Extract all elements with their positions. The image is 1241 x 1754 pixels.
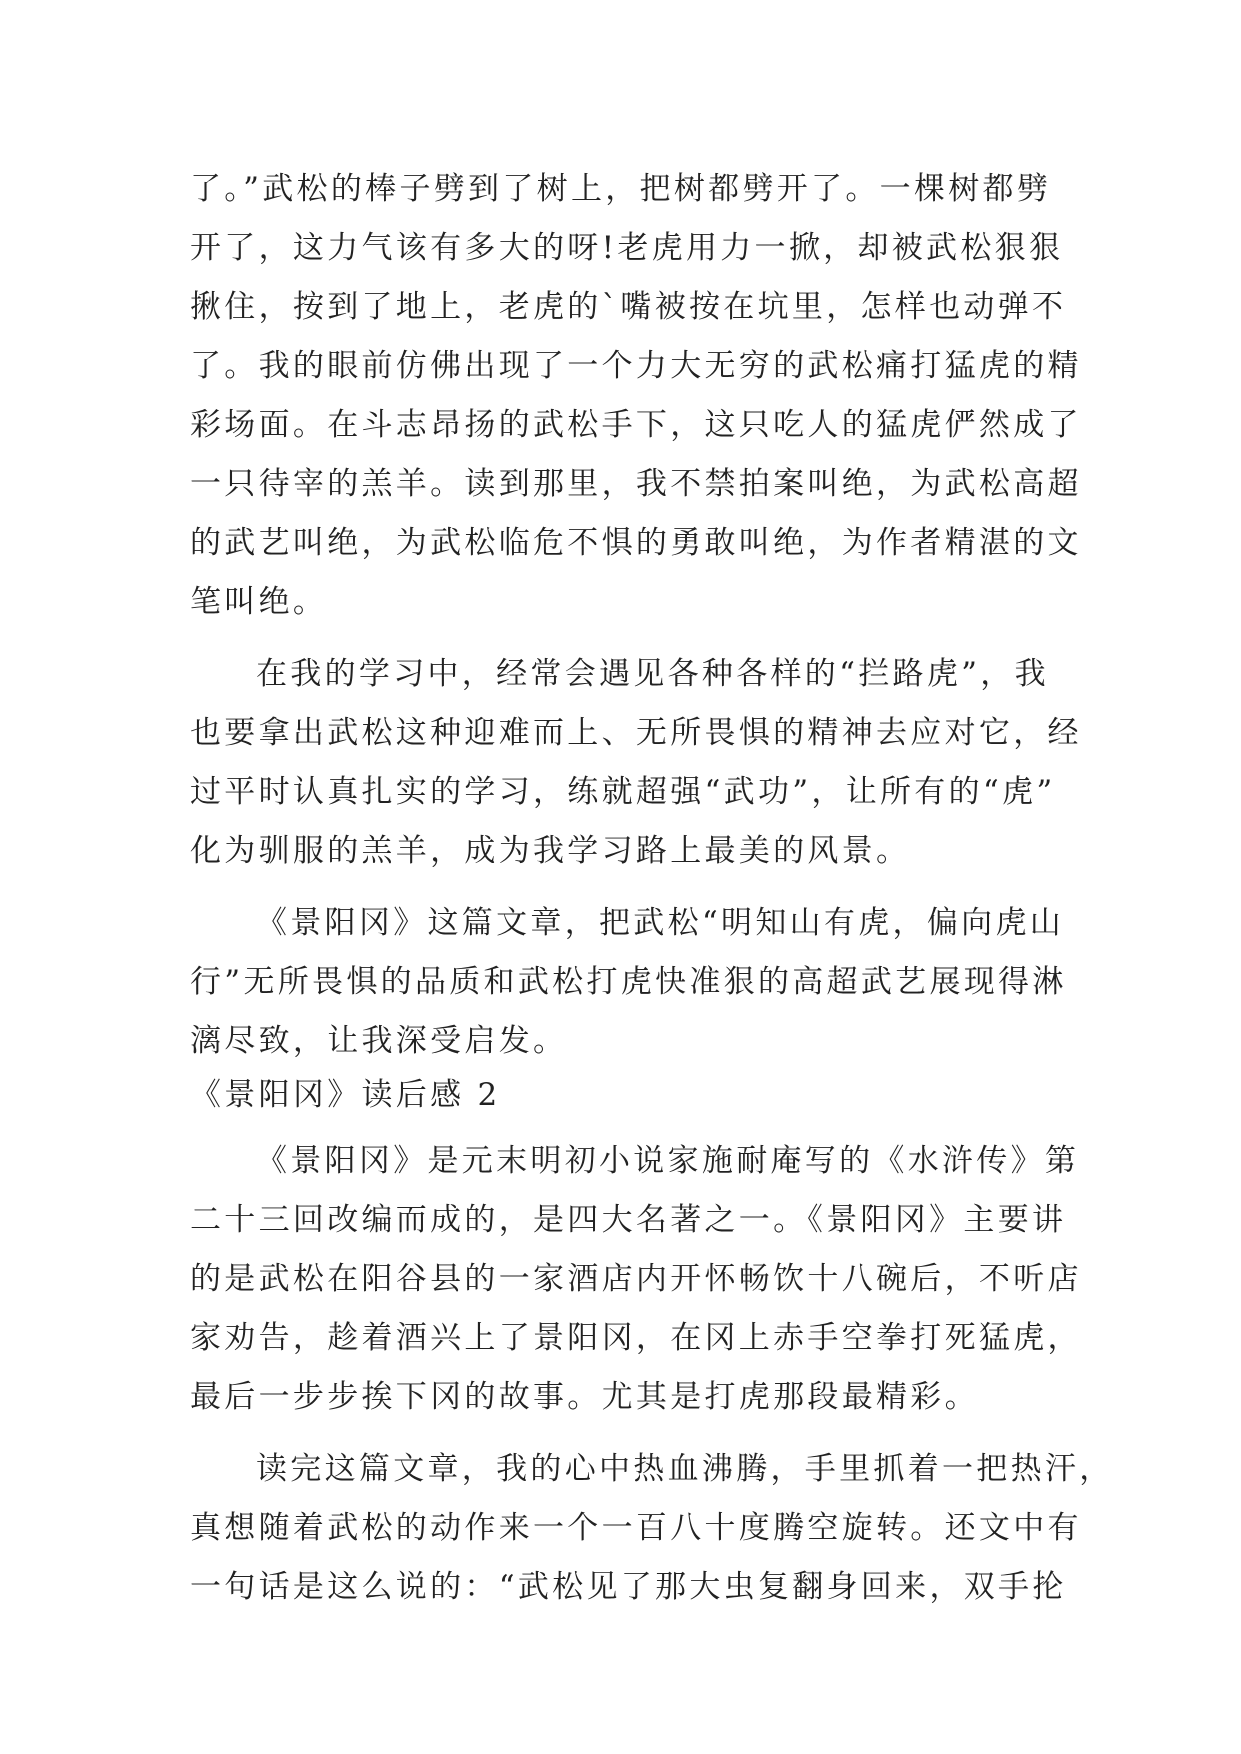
text-line: 彩场面。在斗志昂扬的武松手下，这只吃人的猛虎俨然成了 bbox=[190, 407, 1082, 443]
text-line: 开了，这力气该有多大的呀!老虎用力一掀，却被武松狠狠 bbox=[190, 230, 1064, 266]
text-line: 化为驯服的羔羊，成为我学习路上最美的风景。 bbox=[190, 833, 911, 869]
text-line: 揪住，按到了地上，老虎的`嘴被按在坑里，怎样也动弹不 bbox=[190, 289, 1067, 325]
text-line: 一句话是这么说的：“武松见了那大虫复翻身回来，双手抡 bbox=[190, 1569, 1067, 1605]
text-line: 真想随着武松的动作来一个一百八十度腾空旋转。还文中有 bbox=[190, 1510, 1082, 1546]
document-body bbox=[190, 160, 1114, 1617]
text-line: 的是武松在阳谷县的一家酒店内开怀畅饮十八碗后，不听店 bbox=[190, 1261, 1082, 1297]
paragraph bbox=[190, 894, 1070, 1071]
text-line: 在我的学习中，经常会遇见各种各样的“拦路虎”，我 bbox=[256, 656, 1049, 692]
section-heading: 《景阳冈》读后感 2 bbox=[190, 1077, 501, 1113]
text-line: 行”无所畏惧的品质和武松打虎快准狠的高超武艺展现得淋 bbox=[190, 964, 1067, 1000]
text-line: 一只待宰的羔羊。读到那里，我不禁拍案叫绝，为武松高超 bbox=[190, 466, 1082, 502]
paragraph bbox=[190, 160, 1082, 632]
text-line: 家劝告，趁着酒兴上了景阳冈，在冈上赤手空拳打死猛虎， bbox=[190, 1320, 1082, 1356]
text-line: 的武艺叫绝，为武松临危不惧的勇敢叫绝，为作者精湛的文 bbox=[190, 525, 1082, 561]
paragraph bbox=[190, 1132, 1082, 1427]
text-line: 笔叫绝。 bbox=[190, 584, 328, 620]
text-line: 《景阳冈》是元末明初小说家施耐庵写的《水浒传》第 bbox=[256, 1143, 1080, 1179]
text-line: 二十三回改编而成的，是四大名著之一。《景阳冈》主要讲 bbox=[190, 1202, 1067, 1238]
paragraph bbox=[190, 1440, 1114, 1617]
text-line: 了。”武松的棒子劈到了树上，把树都劈开了。一棵树都劈 bbox=[190, 171, 1052, 207]
text-line: 最后一步步挨下冈的故事。尤其是打虎那段最精彩。 bbox=[190, 1379, 979, 1415]
text-line: 读完这篇文章，我的心中热血沸腾，手里抓着一把热汗， bbox=[256, 1451, 1114, 1487]
text-line: 《景阳冈》这篇文章，把武松“明知山有虎，偏向虎山 bbox=[256, 905, 1065, 941]
text-line: 了。我的眼前仿佛出现了一个力大无穷的武松痛打猛虎的精 bbox=[190, 348, 1082, 384]
paragraph bbox=[190, 645, 1082, 881]
text-line: 过平时认真扎实的学习，练就超强“武功”，让所有的“虎” bbox=[190, 774, 1056, 810]
text-line: 漓尽致，让我深受启发。 bbox=[190, 1023, 568, 1059]
text-line: 也要拿出武松这种迎难而上、无所畏惧的精神去应对它，经 bbox=[190, 715, 1082, 751]
